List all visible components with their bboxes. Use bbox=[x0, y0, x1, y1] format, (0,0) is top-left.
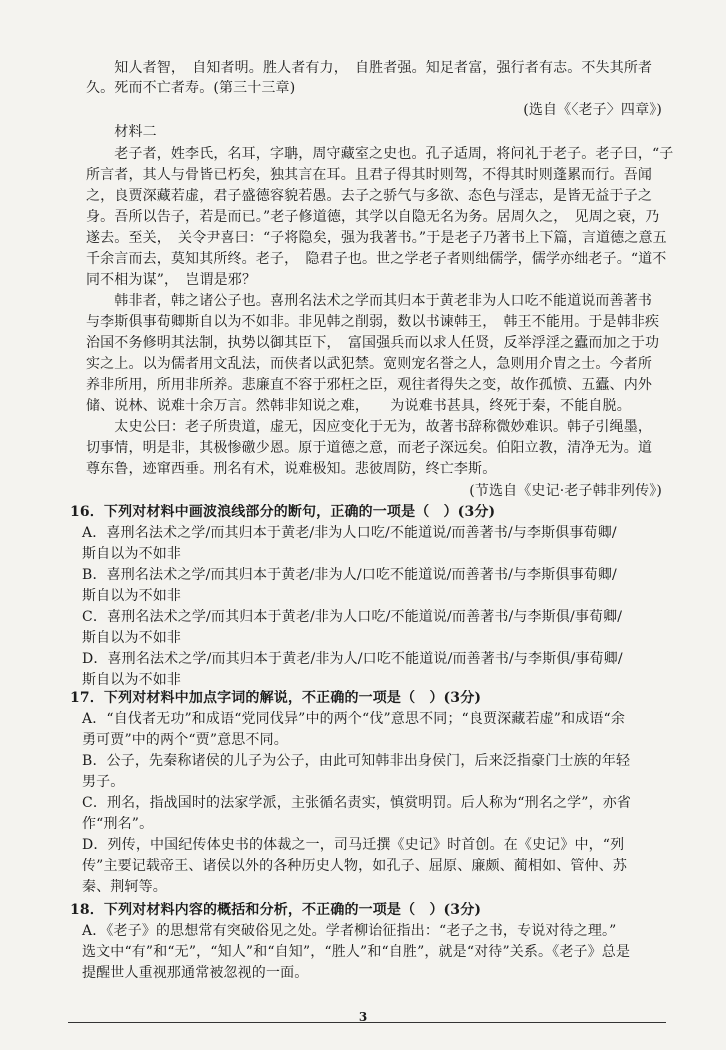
answer-option-line: D．喜刑名法术之学/而其归本于黄老/非为人/口吃不能道说/而善著书/与李斯俱/事荀卿/ bbox=[82, 651, 623, 667]
answer-option-line: 斯自以为不如非 bbox=[82, 588, 182, 604]
passage-line: 材料二 bbox=[86, 124, 157, 140]
passage-line: 同不相为谋”， 岂谓是邪？ bbox=[86, 272, 257, 288]
answer-option-line: A．“自伐者无功”和成语“党同伐异”中的两个“伐”意思不同；“良贾深藏若虚”和成语“余 bbox=[82, 711, 625, 727]
answer-option-line: D．列传，中国纪传体史书的体裁之一，司马迁撰《史记》时首创。在《史记》中，“列 bbox=[82, 837, 625, 853]
answer-option-line: 男子。 bbox=[82, 774, 125, 790]
passage-line: 所言者，其人与骨皆已朽矣，独其言在耳。且君子得其时则驾，不得其时则蓬累而行。吾闻 bbox=[86, 167, 652, 183]
answer-option-line: 传”主要记载帝王、诸侯以外的各种历史人物，如孔子、屈原、廉颇、蔺相如、管仲、苏 bbox=[82, 858, 628, 874]
passage-line: 与李斯俱事荀卿斯自以为不如非。非见韩之削弱，数以书谏韩王， 韩王不能用。于是韩非疾 bbox=[86, 314, 660, 330]
passage-line: 知人者智， 自知者明。胜人者有力， 自胜者强。知足者富，强行者有志。不失其所者 bbox=[86, 60, 653, 76]
answer-option-line: 斯自以为不如非 bbox=[82, 546, 182, 562]
passage-line: 久。死而不亡者寿。(第三十三章) bbox=[86, 80, 296, 96]
source-citation: (选自《〈老子〉四章》) bbox=[523, 102, 662, 118]
answer-option-line: B．喜刑名法术之学/而其归本于黄老/非为人/口吃不能道说/而善著书/与李斯俱事荀卿/ bbox=[82, 567, 617, 583]
source-citation: (节选自《史记·老子韩非列传》) bbox=[469, 483, 662, 499]
answer-option-line: C．喜刑名法术之学/而其归本于黄老/非为人口吃/不能道说/而善著书/与李斯俱/事荀卿/ bbox=[82, 609, 623, 625]
passage-line: 实之上。以为儒者用文乱法，而侠者以武犯禁。宽则宠名誉之人，急则用介胄之士。今者所 bbox=[86, 356, 652, 372]
answer-option-line: 斯自以为不如非 bbox=[82, 630, 182, 646]
passage-line: 之，良贾深藏若虚，君子盛德容貌若愚。去子之骄气与多欲、态色与淫志，是皆无益于子之 bbox=[86, 188, 652, 204]
question-stem: 16．下列对材料中画波浪线部分的断句，正确的一项是（ ）(3分) bbox=[70, 504, 496, 520]
answer-option-line: 秦、荆轲等。 bbox=[82, 879, 167, 895]
answer-option-line: 作“刑名”。 bbox=[82, 816, 154, 832]
passage-line: 养非所用，所用非所养。悲廉直不容于邪枉之臣，观往者得失之变，故作孤愤、五蠹、内外 bbox=[86, 377, 652, 393]
footer-rule bbox=[68, 1022, 666, 1023]
passage-line: 切事情，明是非，其极惨礉少恩。原于道德之意，而老子深远矣。伯阳立教，清净无为。道 bbox=[86, 440, 652, 456]
passage-line: 遂去。至关， 关令尹喜曰：“子将隐矣，强为我著书。”于是老子乃著书上下篇，言道德之意五 bbox=[86, 230, 667, 246]
answer-option-line: B．公子，先秦称诸侯的儿子为公子，由此可知韩非出身侯门，后来泛指豪门士族的年轻 bbox=[82, 753, 631, 769]
answer-option-line: A．《老子》的思想常有突破俗见之处。学者柳诒征指出：“老子之书，专说对待之理。” bbox=[82, 923, 617, 939]
answer-option-line: 提醒世人重视那通常被忽视的一面。 bbox=[82, 965, 309, 981]
answer-option-line: C．刑名，指战国时的法家学派，主张循名责实，慎赏明罚。后人称为“刑名之学”，亦省 bbox=[82, 795, 632, 811]
passage-line: 尊东鲁，迹窜西垂。刑名有术，说难极知。悲彼周防，终亡李斯。 bbox=[86, 461, 497, 477]
passage-line: 太史公曰：老子所贵道，虚无，因应变化于无为，故著书辞称微妙难识。韩子引绳墨， bbox=[86, 419, 652, 435]
passage-line: 储、说林、说难十余万言。然韩非知说之难， 为说难书甚具，终死于秦，不能自脱。 bbox=[86, 398, 631, 414]
passage-line: 身。吾所以告子，若是而已。”老子修道德，其学以自隐无名为务。居周久之， 见周之衰，乃 bbox=[86, 209, 660, 225]
question-stem: 17．下列对材料中加点字词的解说，不正确的一项是（ ）(3分) bbox=[70, 690, 482, 706]
passage-line: 千余言而去，莫知其所终。老子， 隐君子也。世之学老子者则绌儒学，儒学亦绌老子。“道不 bbox=[86, 251, 667, 267]
answer-option-line: 斯自以为不如非 bbox=[82, 672, 182, 688]
passage-line: 韩非者，韩之诸公子也。喜刑名法术之学而其归本于黄老非为人口吃不能道说而善著书 bbox=[86, 293, 652, 309]
answer-option-line: 勇可贾”中的两个“贾”意思不同。 bbox=[82, 732, 288, 748]
passage-line: 老子者，姓李氏，名耳，字聃，周守藏室之史也。孔子适周，将问礼于老子。老子曰，“子 bbox=[86, 146, 674, 162]
question-stem: 18．下列对材料内容的概括和分析，不正确的一项是（ ）(3分) bbox=[70, 902, 482, 918]
answer-option-line: A．喜刑名法术之学/而其归本于黄老/非为人口吃/不能道说/而善著书/与李斯俱事荀卿/ bbox=[82, 525, 617, 541]
page-number: 3 bbox=[358, 1010, 368, 1024]
passage-line: 治国不务修明其法制，执势以御其臣下， 富国强兵而以求人任贤，反举浮淫之蠹而加之于功 bbox=[86, 335, 660, 351]
answer-option-line: 选文中“有”和“无”，“知人”和“自知”，“胜人”和“自胜”，就是“对待”关系。《老子》总是 bbox=[82, 944, 631, 960]
